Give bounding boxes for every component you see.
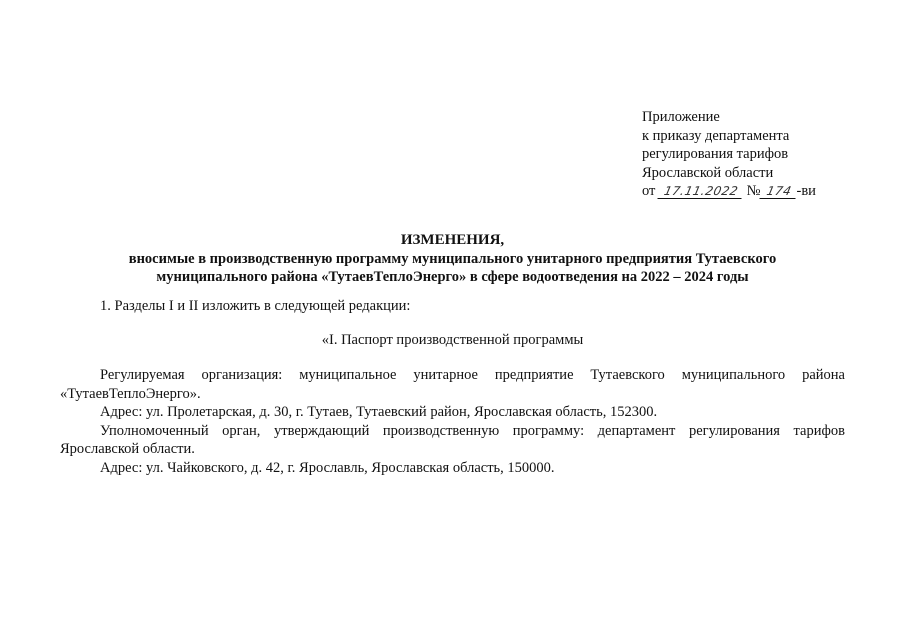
document-heading — [60, 231, 845, 287]
number-suffix: -ви — [796, 183, 816, 199]
appendix-line-3: регулирования тарифов — [642, 146, 789, 162]
appendix-line-2: к приказу департамента — [642, 127, 790, 144]
document-subtitle-line-1: вносимые в производственную программу муниципального унитарного предприятия Тутаевского — [128, 250, 777, 267]
date-prefix: от — [642, 183, 656, 199]
organization-paragraph: Регулируемая организация: муниципальное унитарное предприятие Тутаевского муниципального района «ТутаевТеплоЭнерго». — [60, 367, 845, 402]
authority-address-paragraph: Адрес: ул. Чайковского, д. 42, г. Ярославль, Ярославская область, 150000. — [100, 459, 555, 476]
section-instruction: 1. Разделы I и II изложить в следующей редакции: — [100, 298, 411, 314]
passport-section-title: «I. Паспорт производственной программы — [321, 332, 584, 348]
appendix-date-line — [642, 182, 892, 201]
number-prefix: № — [746, 183, 761, 199]
passport-body — [60, 366, 845, 477]
document-title: ИЗМЕНЕНИЯ, — [400, 232, 505, 248]
document-subtitle-line-2: муниципального района «ТутаевТеплоЭнерго» в сфере водоотведения на 2022 – 2024 годы — [156, 269, 749, 285]
organization-address-paragraph: Адрес: ул. Пролетарская, д. 30, г. Тутаев, Тутаевский район, Ярославская область, 152300. — [100, 404, 658, 420]
handwritten-number: 174 — [759, 184, 798, 199]
appendix-line-4: Ярославской области — [642, 164, 774, 181]
handwritten-date: 17.11.2022 — [657, 184, 744, 199]
appendix-block — [642, 108, 892, 201]
appendix-line-1: Приложение — [642, 109, 720, 125]
authority-paragraph: Уполномоченный орган, утверждающий производственную программу: департамент регулирования тарифов Ярославской области. — [60, 422, 845, 457]
